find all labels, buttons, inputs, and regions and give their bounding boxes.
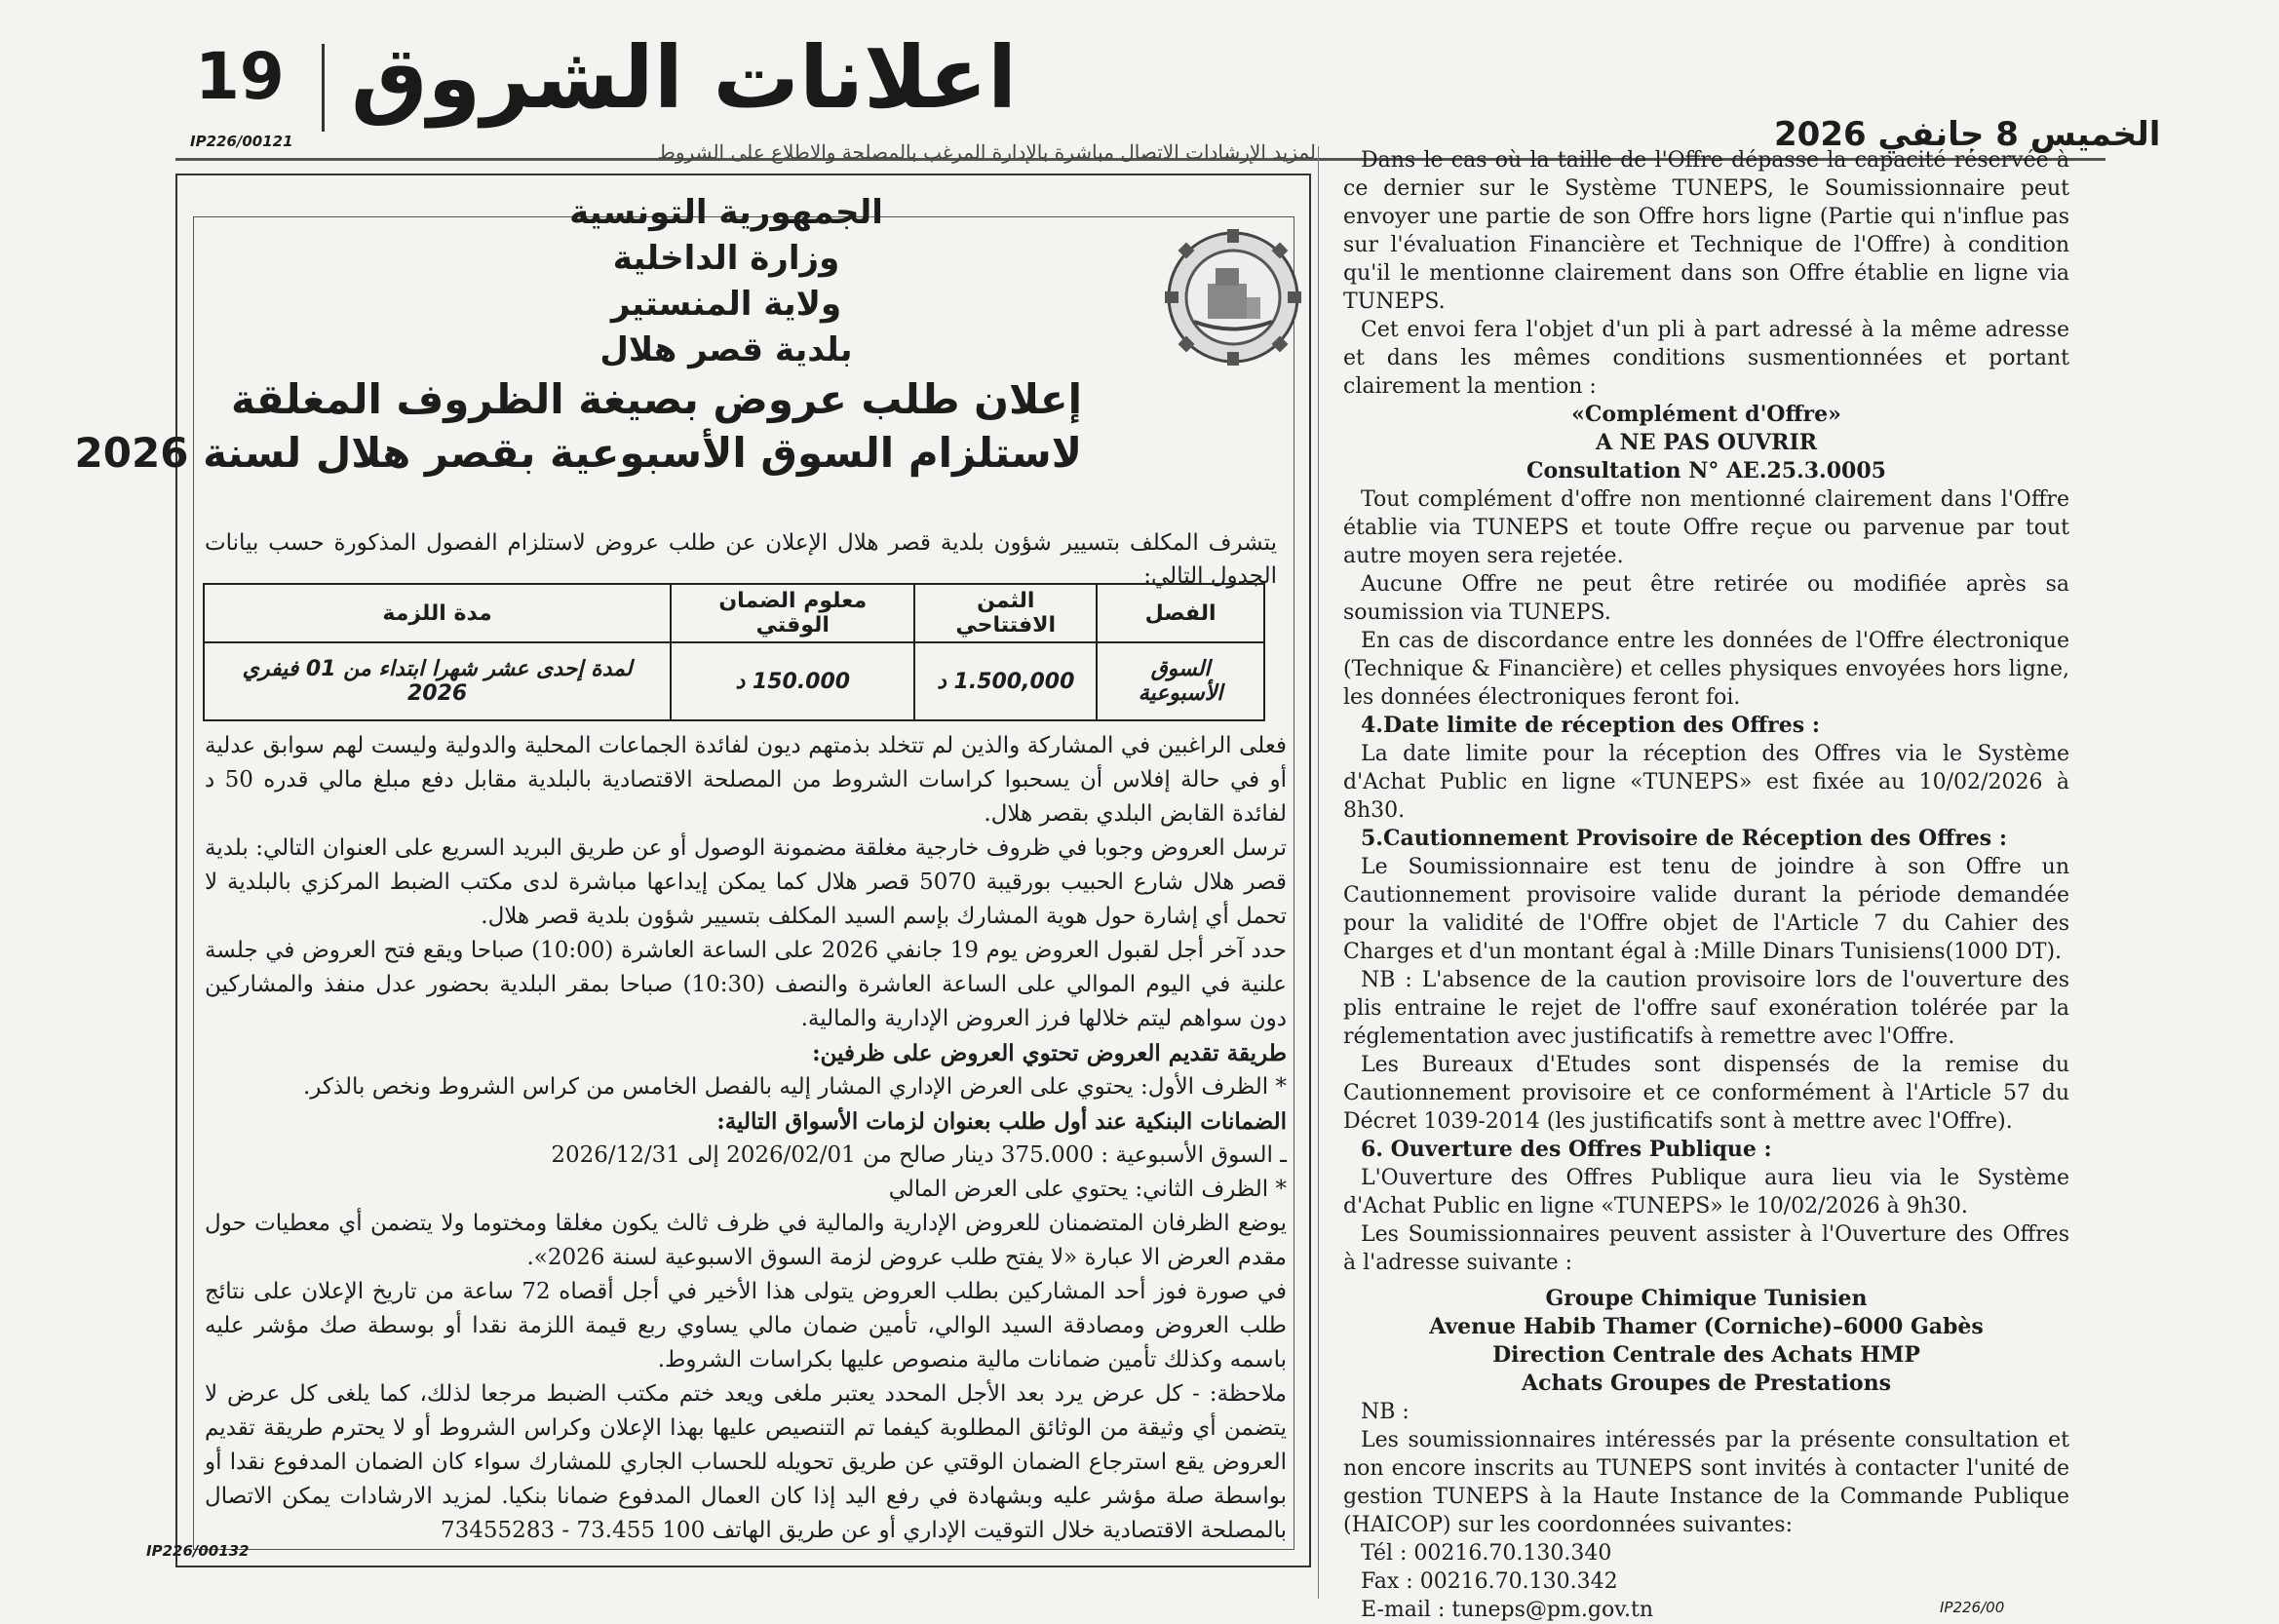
ministry-heading: وزارة الداخلية: [612, 239, 840, 278]
paragraph: En cas de discordance entre les données de l'Offre électronique (Technique & Financière) et celles physiques envoyées hors ligne, les données électroniques feront foi.: [1343, 629, 2069, 710]
table-row: [204, 642, 1264, 720]
paragraph: Les soumissionnaires intéressés par la présente consultation et non encore inscrits au TUNEPS sont invités à contacter l'unité de gestion TUNEPS à la Haute Instance de la Commande Publique (HAICOP) sur les coordonnées suivantes:: [1343, 1428, 2069, 1537]
nb-label: NB :: [1361, 1400, 1410, 1424]
address-line: Avenue Habib Thamer (Corniche)–6000 Gabès: [1429, 1314, 1984, 1339]
header-divider: [322, 44, 325, 132]
tender-body: [205, 729, 1287, 1548]
ad-reference: IP226/00132: [146, 1542, 250, 1560]
table-header-cell: الثمن الافتتاحي: [914, 584, 1097, 642]
paragraph: L'Ouverture des Offres Publique aura lieu via le Système d'Achat Public en ligne «TUNEPS» le 10/02/2026 à 9h30.: [1343, 1166, 2069, 1218]
paragraph: * الظرف الأول: يحتوي على العرض الإداري المشار إليه بالفصل الخامس من كراس الشروط ونخص بالذكر.: [302, 1074, 1287, 1100]
paragraph: NB : L'absence de la caution provisoire lors de l'ouverture des plis entraine le rejet de l'offre sauf exonération tolérée par la réglementation avec justificatifs à remettre avec l'Offre.: [1343, 968, 2069, 1049]
consultation-number: Consultation N° AE.25.3.0005: [1526, 458, 1886, 483]
table-header-cell: معلوم الضمان الوقتي: [671, 584, 914, 642]
table-cell: 1.500,000 د: [914, 642, 1097, 720]
section-heading: 6. Ouverture des Offres Publique :: [1361, 1137, 1772, 1162]
table-cell: 150.000 د: [671, 642, 914, 720]
paragraph: Dans le cas où la taille de l'Offre dépasse la capacité réservée à ce dernier sur le Système TUNEPS, le Soumissionnaire peut envoyer une partie de son Offre hors ligne (Partie qui n'influe pas sur l'évaluation Financière et Technique de l'Offre) à condition qu'il le mentionne clairement dans son Offre établie en ligne via TUNEPS.: [1343, 148, 2069, 314]
municipality-heading: بلدية قصر هلال: [599, 330, 853, 369]
tender-title-line-1: إعلان طلب عروض بصيغة الظروف المغلقة: [231, 375, 1082, 423]
paragraph: Tout complément d'offre non mentionné clairement dans l'Offre établie via TUNEPS et toute Offre reçue ou parvenue par tout autre moyen sera rejetée.: [1343, 487, 2069, 568]
paragraph: Les Soumissionnaires peuvent assister à l'Ouverture des Offres à l'adresse suivante :: [1343, 1222, 2069, 1275]
paragraph: طريقة تقديم العروض تحتوي العروض على ظرفين:: [812, 1040, 1287, 1066]
municipality-emblem-icon: [1165, 229, 1301, 366]
address-line: Direction Centrale des Achats HMP: [1492, 1342, 1920, 1368]
contact-phone: Tél : 00216.70.130.340: [1361, 1541, 1612, 1566]
address-line: Groupe Chimique Tunisien: [1545, 1286, 1868, 1311]
mention-do-not-open: A NE PAS OUVRIR: [1595, 430, 1818, 455]
table-cell: السوق الأسبوعية: [1097, 642, 1264, 720]
paragraph: La date limite pour la réception des Offres via le Système d'Achat Public en ligne «TUNEPS» est fixée au 10/02/2026 à 8h30.: [1343, 742, 2069, 823]
paragraph: Aucune Offre ne peut être retirée ou modifiée après sa soumission via TUNEPS.: [1343, 572, 2069, 625]
paragraph: يوضع الظرفان المتضمنان للعروض الإدارية والمالية في ظرف ثالث يكون مغلقا ومختوما ولا يتضمن أي معطيات حول مقدم العرض الا عبارة «لا يفتح طلب عروض لزمة السوق الاسبوعية لسنة 2026».: [205, 1211, 1287, 1270]
issue-date: الخميس 8 جانفي 2026: [1774, 115, 2161, 154]
address-line: Achats Groupes de Prestations: [1522, 1371, 1891, 1396]
paragraph: Le Soumissionnaire est tenu de joindre à son Offre un Cautionnement provisoire valide durant la période demandée pour la validité de l'Offre objet de l'Article 7 du Cahier des Charges et d'un montant égal à :Mille Dinars Tunisiens(1000 DT).: [1343, 855, 2069, 964]
ad-reference-bottom: IP226/00: [1940, 1599, 2005, 1616]
paragraph: في صورة فوز أحد المشاركين بطلب العروض يتولى هذا الأخير في أجل أقصاه 72 ساعة من تاريخ الإعلان على نتائج طلب العروض ومصادقة السيد الوالي، تأمين ضمان مالي يساوي ربع قيمة اللزمة نقدا أو بوسطة صك مؤشر عليه باسمه وكذلك تأمين ضمانات مالية منصوص عليها بكراسات الشروط.: [205, 1279, 1287, 1373]
table-cell: لمدة إحدى عشر شهرا ابتداء من 01 فيفري 2026: [204, 642, 671, 720]
paragraph: * الظرف الثاني: يحتوي على العرض المالي: [888, 1177, 1287, 1202]
table-header-row: [204, 584, 1264, 642]
paragraph: ترسل العروض وجوبا في ظروف خارجية مغلقة مضمونة الوصول أو عن طريق البريد السريع على العنوان التالي: بلدية قصر هلال شارع الحبيب بورقيبة 5070 قصر هلال كما يمكن إيداعها مباشرة لدى مكتب الضبط المركزي بالبلدية لا تحمل أي إشارة حول هوية المشارك بإسم السيد المكلف بتسيير شؤون بلدية قصر هلال.: [205, 835, 1288, 929]
consultation-notice-column: [1343, 146, 2069, 1624]
paragraph: حدد آخر أجل لقبول العروض يوم 19 جانفي 2026 على الساعة العاشرة (10:00) صباحا ويقع فتح العروض في جلسة علنية في اليوم الموالي على الساعة العاشرة والنصف (10:30) صباحا بمقر البلدية بحضور عدل منفذ والمشاركين دون سواهم ليتم خلالها فرز العروض الإدارية والمالية.: [205, 938, 1287, 1031]
state-heading: ولاية المنستير: [610, 285, 842, 324]
paragraph: الضمانات البنكية عند أول طلب بعنوان لزمات الأسواق التالية:: [716, 1108, 1287, 1135]
republic-heading: الجمهورية التونسية: [569, 193, 883, 232]
tender-intro: يتشرف المكلف بتسيير شؤون بلدية قصر هلال الإعلان عن طلب عروض لاستلزام الفصول المذكورة حسب بيانات الجدول التالي:: [205, 530, 1277, 589]
table-header-cell: مدة اللزمة: [204, 584, 671, 642]
column-divider: [1318, 146, 1319, 1599]
contact-email: E-mail : tuneps@pm.gov.tn: [1361, 1598, 1654, 1622]
section-heading: 4.Date limite de réception des Offres :: [1361, 713, 1820, 738]
mention-complement: «Complément d'Offre»: [1571, 402, 1841, 427]
paragraph: ـ السوق الأسبوعية : 375.000 دينار صالح من 2026/02/01 إلى 2026/12/31: [551, 1142, 1287, 1168]
paragraph: فعلى الراغبين في المشاركة والذين لم تتخلد بذمتهم ديون لفائدة الجماعات المحلية والدولية وليست لهم سوابق عدلية أو في حالة إفلاس أن يسحبوا كراسات الشروط من المصلحة الاقتصادية بالبلدية مقابل دفع مبلغ مالي قدره 50 د لفائدة القابض البلدي بقصر هلال.: [205, 733, 1288, 827]
previous-ad-snippet: لمزيد الإرشادات الاتصال مباشرة بالإدارة المرغب بالمصلحة والاطلاع على الشروط: [657, 140, 1316, 164]
table-header-cell: الفصل: [1097, 584, 1264, 642]
paragraph: Cet envoi fera l'objet d'un pli à part adressé à la même adresse et dans les mêmes conditions susmentionnées et portant clairement la mention :: [1343, 318, 2069, 399]
contact-fax: Fax : 00216.70.130.342: [1361, 1569, 1618, 1594]
paragraph: ملاحظة: - كل عرض يرد بعد الأجل المحدد يعتبر ملغى ويعد ختم مكتب الضبط مرجعا لذلك، كما يلغى كل عرض لا يتضمن أي وثيقة من الوثائق المطلوبة كيفما تم التنصيص عليها بهذا الإعلان وكراس الشروط أو لا يحترم طريقة تقديم العروض يقع استرجاع الضمان الوقتي عن طريق تحويله للحساب الجاري للمشارك سواء كان الضمان المدفوع نقدا أو بواسطة صلة مؤشر عليه وبشهادة في رفع اليد إذا كان العمال المدفوع ضمانا بنكيا. لمزيد الارشادات يمكن الاتصال بالمصلحة الاقتصادية خلال التوقيت الإداري أو عن طريق الهاتف 100 73.455 - 73455283: [205, 1381, 1287, 1543]
tender-title-line-2: لاستلزام السوق الأسبوعية بقصر هلال لسنة 2026: [74, 429, 1082, 477]
section-heading: 5.Cautionnement Provisoire de Réception des Offres :: [1361, 826, 2007, 851]
page-number: 19: [195, 39, 285, 114]
lots-table: [203, 583, 1265, 721]
section-title: اعلانات الشروق: [351, 27, 1018, 128]
paragraph: Les Bureaux d'Etudes sont dispensés de la remise du Cautionnement provisoire et ce conformément à l'Article 57 du Décret 1039-2014 (les justificatifs sont à mettre avec l'Offre).: [1343, 1053, 2069, 1134]
ad-reference-top: IP226/00121: [190, 133, 293, 150]
